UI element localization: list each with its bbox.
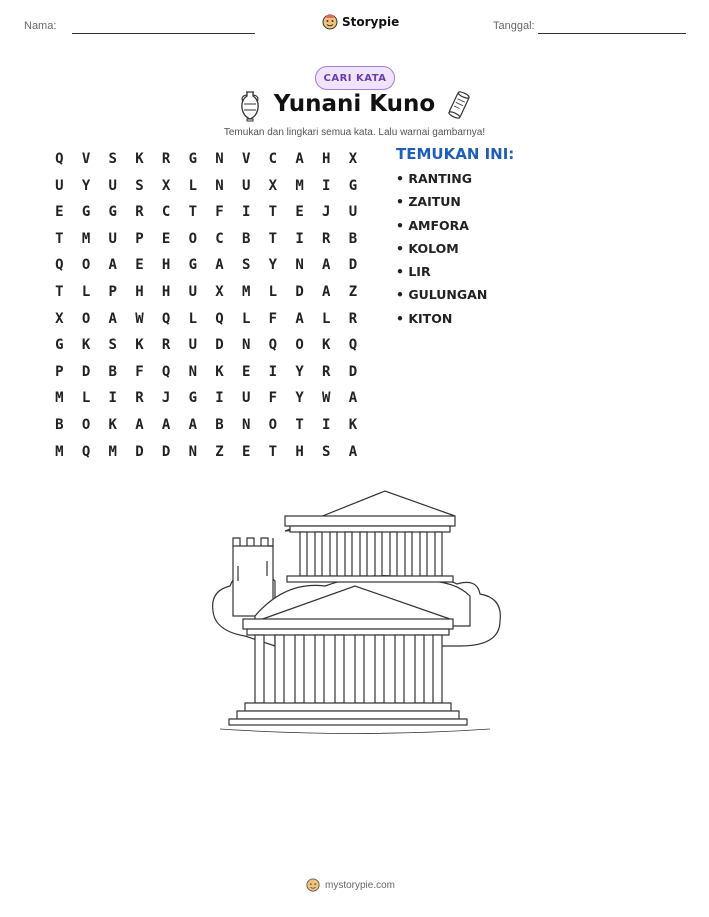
grid-letter: P xyxy=(135,230,144,247)
grid-letter: U xyxy=(241,390,251,407)
grid-letter: B xyxy=(348,230,358,247)
grid-letter: O xyxy=(188,230,197,247)
grid-letter: S xyxy=(108,151,117,167)
grid-letter: P xyxy=(108,283,117,300)
grid-letter: L xyxy=(268,283,278,300)
grid-letter: I xyxy=(241,204,251,221)
grid-letter: A xyxy=(108,310,117,327)
grid-letter: U xyxy=(108,230,117,247)
grid-letter: K xyxy=(108,416,117,433)
grid-letter: K xyxy=(135,151,144,167)
grid-letter: A xyxy=(135,416,144,433)
grid-letter: D xyxy=(161,443,171,460)
instructions: Temukan dan lingkari semua kata. Lalu warnai gambarnya! xyxy=(223,127,486,138)
grid-letter: R xyxy=(161,151,171,167)
grid-letter: O xyxy=(81,257,91,274)
brand-logo xyxy=(322,14,399,30)
word-item: • KITON xyxy=(396,310,453,326)
grid-letter: A xyxy=(295,151,304,167)
grid-letter: Q xyxy=(161,310,171,327)
grid-letter: K xyxy=(215,363,224,380)
title-row xyxy=(0,88,709,128)
grid-letter: A xyxy=(215,257,224,274)
grid-letter: E xyxy=(241,443,251,460)
grid-letter: A xyxy=(348,443,358,460)
grid-letter: G xyxy=(55,337,64,354)
word-list xyxy=(396,171,487,334)
activity-badge: CARI KATA xyxy=(315,66,395,90)
grid-letter: V xyxy=(81,151,91,167)
grid-letter: N xyxy=(215,151,224,167)
grid-letter: G xyxy=(81,204,91,221)
date-label: Tanggal: xyxy=(493,20,535,32)
grid-letter: I xyxy=(322,177,331,194)
grid-letter: O xyxy=(268,416,278,433)
grid-letter: U xyxy=(188,337,197,354)
page-title: Yunani Kuno xyxy=(273,91,436,117)
grid-letter: J xyxy=(161,390,171,407)
grid-letter: M xyxy=(55,390,64,407)
footer xyxy=(306,878,395,892)
grid-letter: N xyxy=(241,337,251,354)
grid-letter: G xyxy=(188,151,197,167)
grid-letter: O xyxy=(81,416,91,433)
grid-letter: X xyxy=(268,177,278,194)
grid-letter: T xyxy=(268,230,278,247)
grid-letter: X xyxy=(215,283,224,300)
grid-letter: A xyxy=(322,283,331,300)
grid-letter: U xyxy=(241,177,251,194)
grid-letter: F xyxy=(215,204,224,221)
word-search-grid xyxy=(46,146,366,465)
grid-letter: Z xyxy=(215,443,224,460)
grid-letter: F xyxy=(268,390,278,407)
grid-letter: B xyxy=(241,230,251,247)
grid-letter: D xyxy=(348,363,358,380)
grid-letter: R xyxy=(322,230,331,247)
grid-letter: S xyxy=(135,177,144,194)
word-item: • KOLOM xyxy=(396,240,459,256)
grid-letter: H xyxy=(135,283,144,300)
grid-letter: R xyxy=(322,363,331,380)
grid-letter: N xyxy=(295,257,304,274)
grid-letter: R xyxy=(161,337,171,354)
grid-letter: G xyxy=(188,390,197,407)
word-item: • AMFORA xyxy=(396,217,469,233)
grid-letter: N xyxy=(188,443,197,460)
grid-letter: C xyxy=(268,151,278,167)
grid-letter: Q xyxy=(268,337,278,354)
grid-letter: O xyxy=(81,310,91,327)
grid-letter: Q xyxy=(348,337,358,354)
grid-letter: A xyxy=(348,390,358,407)
grid-letter: T xyxy=(55,230,64,247)
grid-letter: D xyxy=(135,443,144,460)
grid-letter: K xyxy=(81,337,91,354)
grid-letter: I xyxy=(295,230,304,247)
grid-letter: D xyxy=(348,257,358,274)
grid-letter: N xyxy=(241,416,251,433)
name-line xyxy=(72,33,255,34)
grid-letter: M xyxy=(108,443,117,460)
grid-letter: F xyxy=(135,363,144,380)
grid-letter: H xyxy=(295,443,304,460)
grid-letter: L xyxy=(241,310,251,327)
grid-letter: I xyxy=(108,390,117,407)
grid-letter: R xyxy=(348,310,358,327)
grid-letter: U xyxy=(348,204,358,221)
grid-letter: A xyxy=(108,257,117,274)
grid-letter: S xyxy=(241,257,251,274)
grid-letter: Q xyxy=(55,257,64,274)
grid-letter: A xyxy=(322,257,331,274)
grid-letter: K xyxy=(135,337,144,354)
grid-letter: U xyxy=(55,177,64,194)
grid-letter: H xyxy=(161,257,171,274)
grid-letter: E xyxy=(295,204,304,221)
grid-letter: M xyxy=(55,443,64,460)
grid-letter: B xyxy=(215,416,224,433)
grid-letter: M xyxy=(81,230,91,247)
grid-letter: D xyxy=(81,363,91,380)
grid-letter: K xyxy=(322,337,331,354)
grid-letter: H xyxy=(322,151,331,167)
grid-letter: Y xyxy=(268,257,278,274)
grid-letter: L xyxy=(188,177,197,194)
word-item: • ZAITUN xyxy=(396,194,461,210)
word-item: • LIR xyxy=(396,264,431,280)
grid-letter: T xyxy=(268,204,278,221)
grid-letter: E xyxy=(55,204,64,221)
grid-letter: Y xyxy=(295,390,304,407)
name-label: Nama: xyxy=(24,20,57,32)
grid-letter: B xyxy=(55,416,64,433)
word-item: • GULUNGAN xyxy=(396,287,488,303)
grid-letter: W xyxy=(322,390,331,407)
grid-letter: Q xyxy=(161,363,171,380)
brand-name: Storypie xyxy=(342,15,400,29)
wordlist-title: TEMUKAN INI: xyxy=(396,145,515,163)
grid-letter: U xyxy=(188,283,197,300)
grid-letter: T xyxy=(268,443,278,460)
grid-letter: G xyxy=(188,257,197,274)
grid-letter: R xyxy=(135,204,144,221)
grid-letter: U xyxy=(108,177,117,194)
grid-letter: A xyxy=(295,310,304,327)
grid-letter: E xyxy=(241,363,251,380)
grid-letter: V xyxy=(241,151,251,167)
header-bar xyxy=(0,14,709,44)
grid-letter: K xyxy=(348,416,358,433)
grid-letter: L xyxy=(81,283,91,300)
grid-letter: B xyxy=(108,363,117,380)
word-item: • RANTING xyxy=(396,171,473,186)
grid-letter: C xyxy=(161,204,171,221)
grid-letter: Y xyxy=(295,363,304,380)
grid-letter: J xyxy=(322,204,331,221)
grid-letter: M xyxy=(295,177,304,194)
grid-letter: I xyxy=(322,416,331,433)
grid-letter: N xyxy=(188,363,197,380)
grid-letter: H xyxy=(161,283,171,300)
grid-letter: A xyxy=(161,416,171,433)
grid-letter: Y xyxy=(81,177,91,194)
grid-letter: L xyxy=(188,310,197,327)
grid-letter: N xyxy=(215,177,224,194)
storypie-mascot-icon xyxy=(322,14,338,30)
grid-letter: D xyxy=(295,283,304,300)
grid-letter: R xyxy=(135,390,144,407)
grid-letter: L xyxy=(81,390,91,407)
grid-letter: X xyxy=(161,177,171,194)
grid-letter: X xyxy=(55,310,64,327)
date-line xyxy=(538,33,686,34)
grid-letter: Z xyxy=(348,283,358,300)
grid-letter: S xyxy=(108,337,117,354)
grid-letter: Q xyxy=(215,310,224,327)
grid-letter: X xyxy=(348,151,358,167)
grid-letter: M xyxy=(241,283,251,300)
grid-letter: C xyxy=(215,230,224,247)
grid-letter: E xyxy=(161,230,171,247)
greek-temple-illustration xyxy=(205,486,505,746)
grid-letter: I xyxy=(215,390,224,407)
grid-letter: T xyxy=(188,204,197,221)
grid-letter: O xyxy=(295,337,304,354)
footer-url: mystorypie.com xyxy=(325,879,396,891)
grid-letter: G xyxy=(348,177,358,194)
grid-letter: I xyxy=(268,363,278,380)
grid-letter: Q xyxy=(55,151,64,167)
grid-letter: T xyxy=(55,283,64,300)
grid-letter: P xyxy=(55,363,64,380)
grid-letter: S xyxy=(322,443,331,460)
grid-letter: A xyxy=(188,416,197,433)
scroll-icon xyxy=(446,89,472,121)
grid-letter: Q xyxy=(81,443,91,460)
grid-letter: G xyxy=(108,204,117,221)
grid-letter: W xyxy=(135,310,144,327)
grid-letter: T xyxy=(295,416,304,433)
storypie-mascot-icon xyxy=(306,878,320,892)
grid-letter: F xyxy=(268,310,278,327)
grid-letter: L xyxy=(322,310,331,327)
grid-letter: E xyxy=(135,257,144,274)
grid-letter: D xyxy=(215,337,224,354)
